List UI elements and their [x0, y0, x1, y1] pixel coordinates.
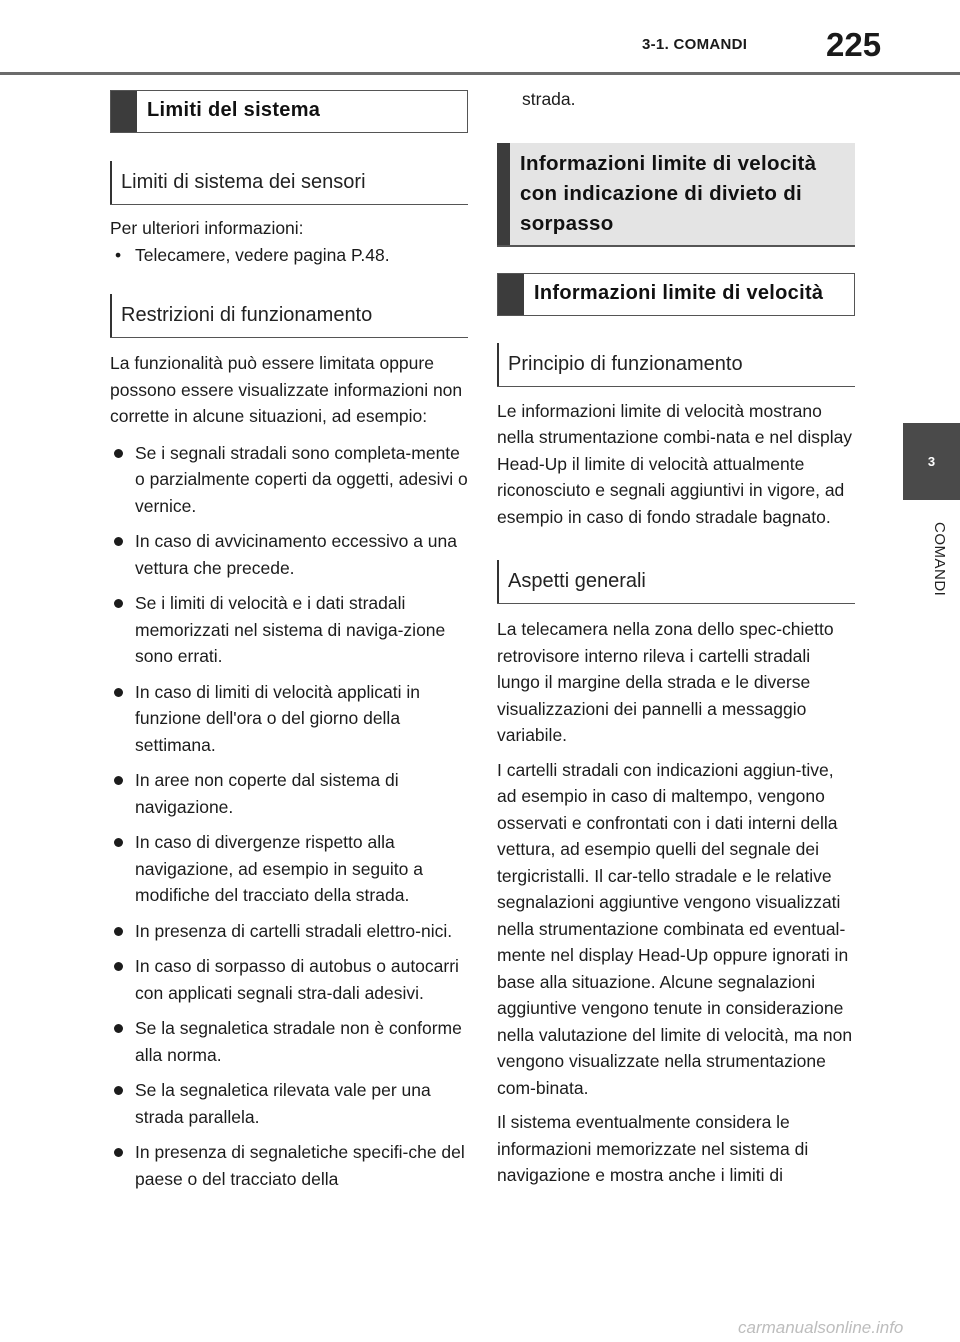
subheading-principle: Principio di funzionamento — [497, 343, 855, 387]
bullet-icon — [114, 1086, 123, 1095]
bullet-icon — [114, 927, 123, 936]
list-item: In caso di avvicinamento eccessivo a una vettura che precede. — [110, 528, 468, 581]
left-column — [110, 90, 468, 1201]
right-column — [497, 86, 855, 1189]
list-item: In caso di divergenze rispetto alla navigazione, ad esempio in seguito a modifiche del tracciato della strada. — [110, 829, 468, 909]
principle-text: Le informazioni limite di velocità mostrano nella strumentazione combi-nata e nel display Head-Up il limite di velocità attualmente riconosciuto e segnali aggiuntivi in vigore, ad esempio in caso di fondo stradale bagnato. — [497, 400, 853, 527]
bullet-icon — [114, 838, 123, 847]
list-item: Se i limiti di velocità e i dati stradali memorizzati nel sistema di naviga-zione sono errati. — [110, 590, 468, 670]
continuation-text: strada. — [522, 89, 576, 109]
bullet-icon — [114, 962, 123, 971]
bullet-icon — [114, 1148, 123, 1157]
heading-no-overtaking: Informazioni limite di velocità con indicazione di divieto di sorpasso — [497, 143, 855, 245]
subheading-restrictions: Restrizioni di funzionamento — [110, 294, 468, 338]
general-paragraph-2: I cartelli stradali con indicazioni aggiun-tive, ad esempio in caso di maltempo, vengono osservati e confrontati con i dati interni della vettura, ad esempio quelli del segnale dei tergicristalli. Il car-tello stradale e le relative segnalazioni aggiuntive vengono visualizzati nella strumentazione combinata ed eventual-mente nel display Head-Up oppure ignorati in base alla situazione. Alcune segnalazioni aggiuntive vengono tenute in considerazione nella valutazione del limite di velocità, ma non vengono visualizzate nella strumentazione com-binata. — [497, 759, 853, 1098]
heading-bar — [111, 91, 137, 132]
heading-bar — [497, 143, 510, 245]
list-item: In aree non coperte dal sistema di navigazione. — [110, 767, 468, 820]
sensors-list-item: • Telecamere, vedere pagina P.48. — [110, 242, 468, 269]
heading-bar — [498, 274, 524, 315]
bullet-icon — [114, 1024, 123, 1033]
bullet-dot-small: • — [115, 244, 122, 265]
watermark: carmanualsonline.info — [738, 1318, 904, 1337]
page-number: 225 — [826, 26, 882, 63]
list-item: Se la segnaletica stradale non è conforme alla norma. — [110, 1015, 468, 1068]
heading-underline — [497, 245, 855, 247]
bullet-icon — [114, 537, 123, 546]
list-item: In caso di sorpasso di autobus o autocarri con applicati segnali stra-dali adesivi. — [110, 953, 468, 1006]
list-item: In caso di limiti di velocità applicati in funzione dell'ora o del giorno della settimana. — [110, 679, 468, 759]
bullet-icon — [114, 776, 123, 785]
bullet-icon — [114, 449, 123, 458]
list-item: Se la segnaletica rilevata vale per una strada parallela. — [110, 1077, 468, 1130]
subheading-general: Aspetti generali — [497, 560, 855, 604]
list-item: In presenza di segnaletiche specifi-che del paese o del tracciato della — [110, 1139, 468, 1192]
list-item: Se i segnali stradali sono completa-mente o parzialmente coperti da oggetti, adesivi o vernice. — [110, 440, 468, 520]
chapter-tab-label: COMANDI — [931, 522, 948, 597]
header-divider — [0, 72, 960, 75]
restrictions-list — [110, 440, 468, 1193]
section-title: 3-1. COMANDI — [642, 36, 748, 53]
sensors-intro: Per ulteriori informazioni: — [110, 218, 304, 238]
restrictions-intro: La funzionalità può essere limitata oppure possono essere visualizzate informazioni non corrette in alcune situazioni, ad esempio: — [110, 353, 463, 426]
chapter-tab-number: 3 — [903, 423, 960, 500]
bullet-icon — [114, 599, 123, 608]
bullet-icon — [114, 688, 123, 697]
subheading-sensor-limits: Limiti di sistema dei sensori — [110, 161, 468, 205]
general-paragraph-1: La telecamera nella zona dello spec-chietto retrovisore interno rileva i cartelli stradali lungo il margine della strada e le diverse visualizzazioni dei pannelli a messaggio variabile. — [497, 619, 834, 745]
general-paragraph-3: Il sistema eventualmente considera le informazioni memorizzate nel sistema di navigazione e mostra anche i limiti di — [497, 1112, 809, 1185]
heading-system-limits: Limiti del sistema — [110, 90, 468, 133]
heading-speed-limit-info: Informazioni limite di velocità — [497, 273, 855, 316]
list-item: In presenza di cartelli stradali elettro-nici. — [110, 918, 468, 945]
